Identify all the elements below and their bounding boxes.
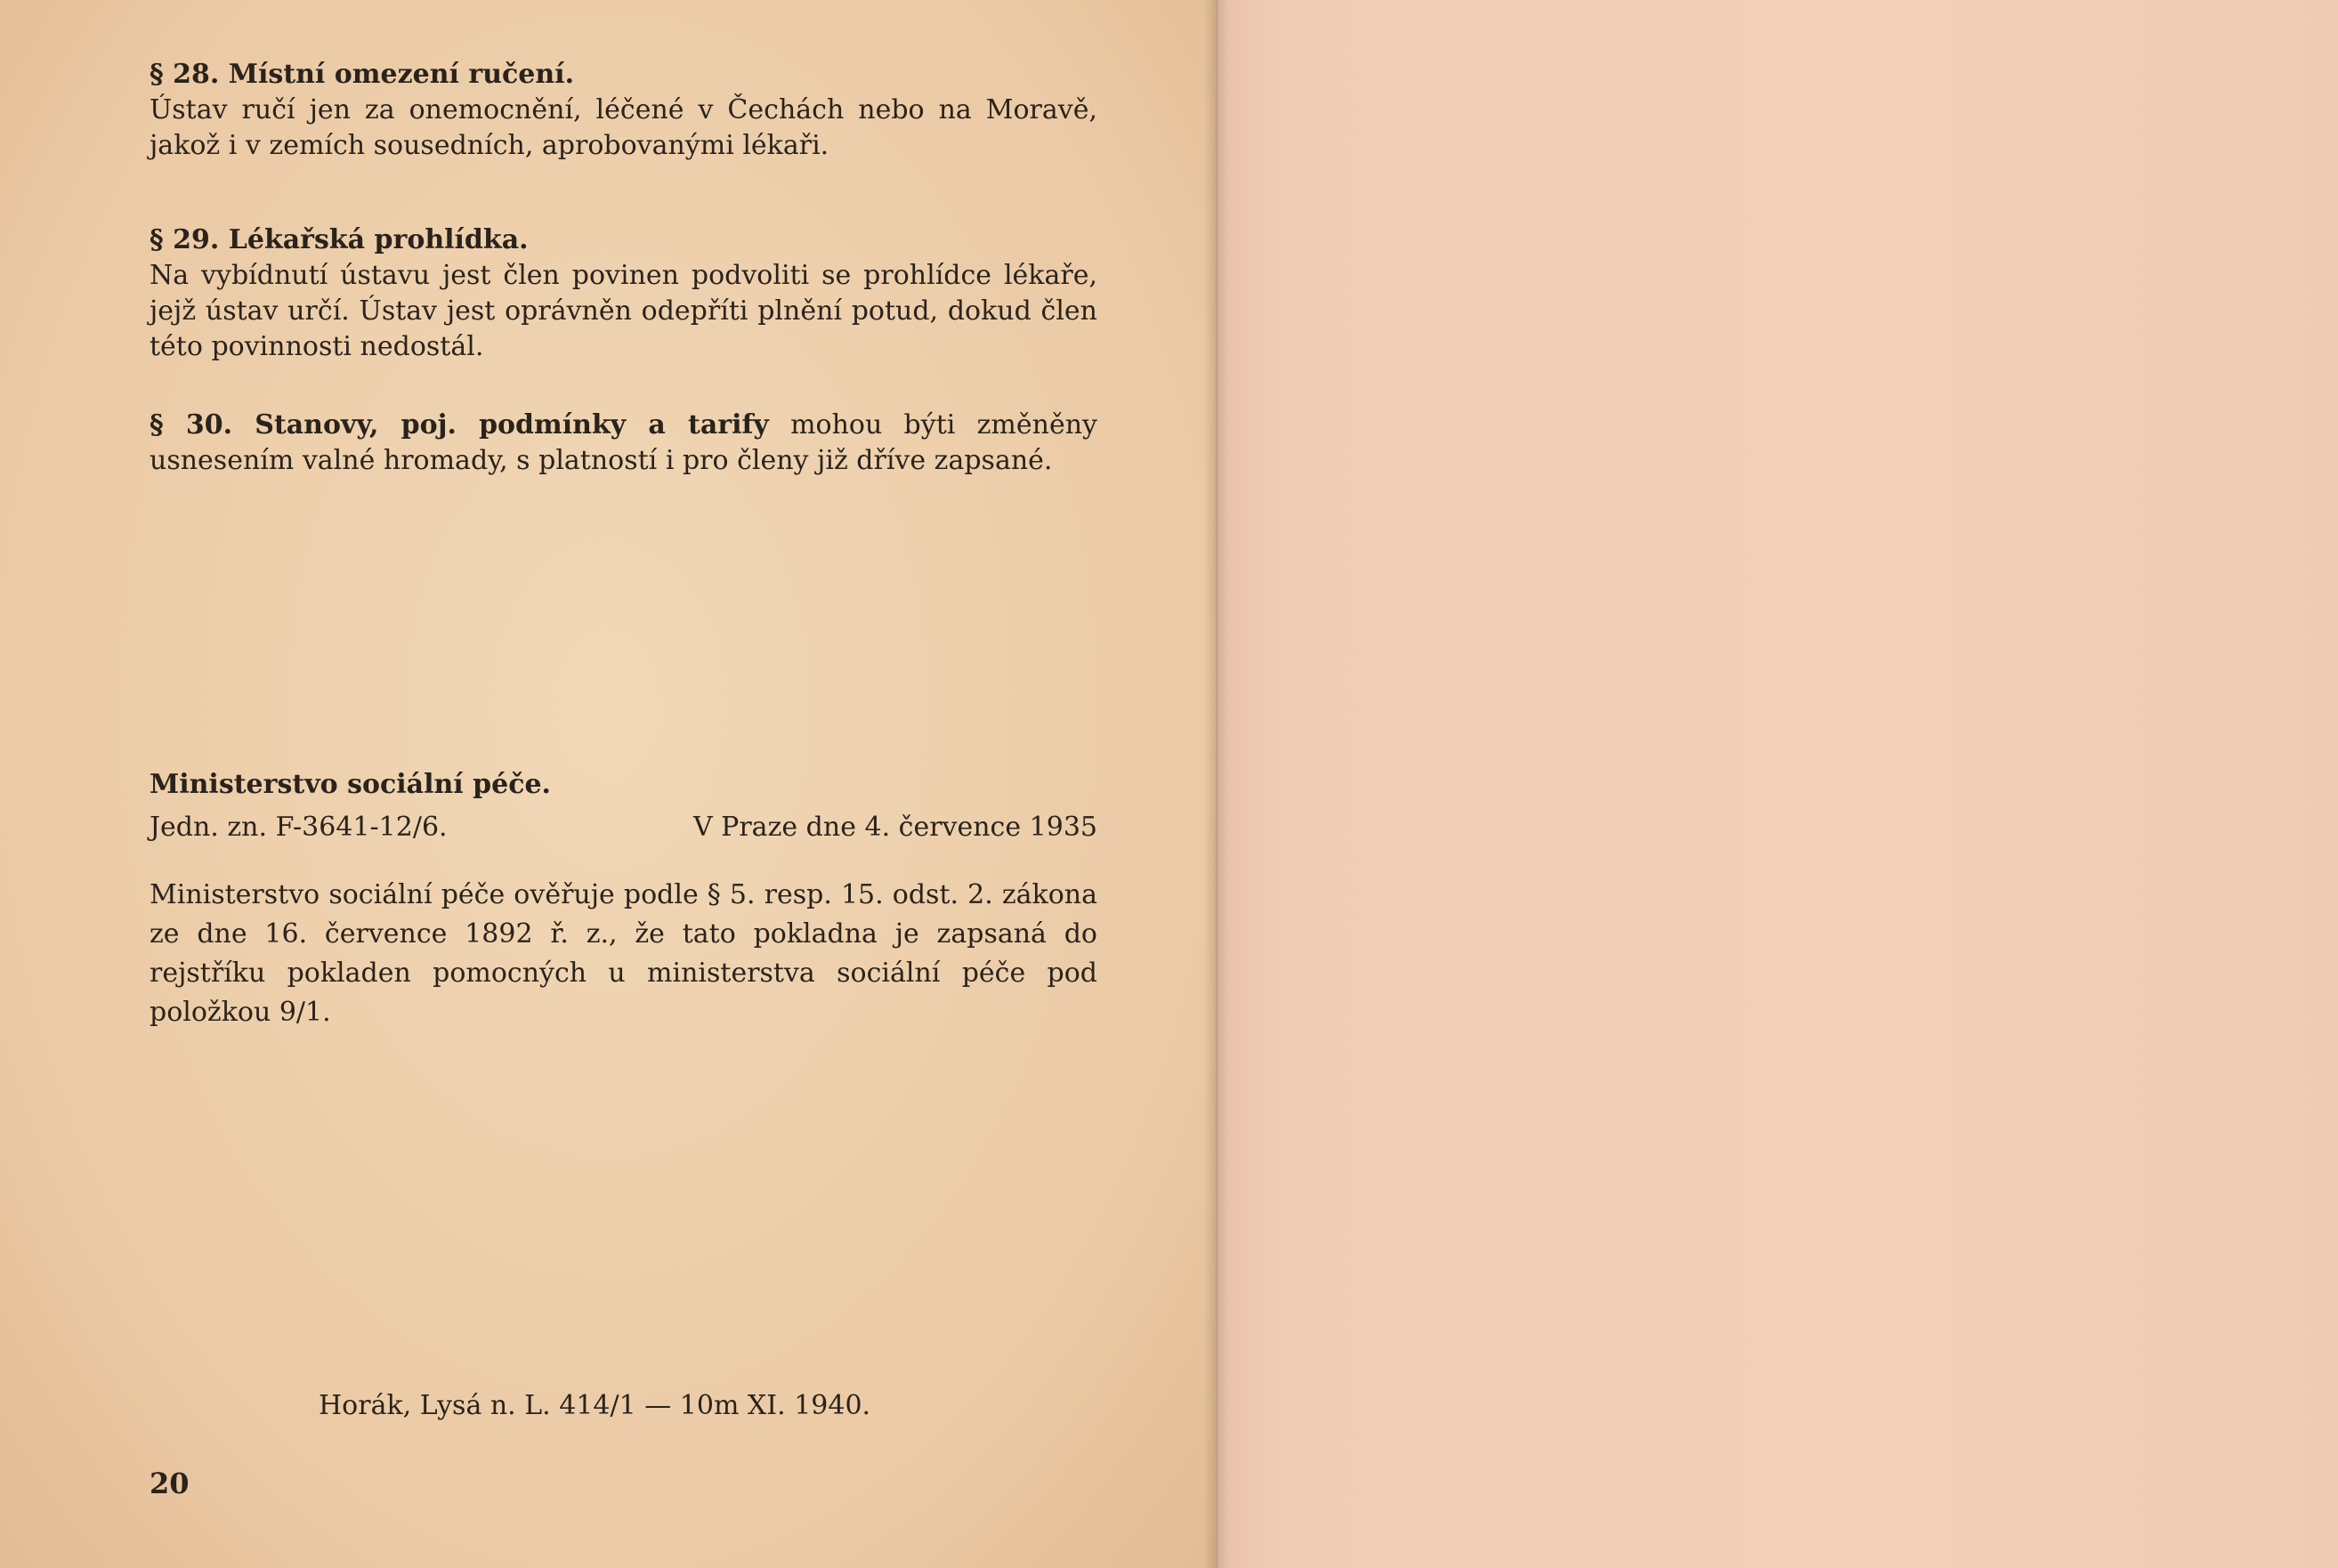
section-30-heading: § 30. Stanovy, poj. podmínky a tarify (150, 409, 769, 440)
ministry-place-date: V Praze dne 4. července 1935 (692, 812, 1097, 843)
ministry-reference: Jedn. zn. F-3641-12/6. (150, 812, 448, 843)
section-28-text: Ústav ručí jen za onemocnění, léčené v Čechách nebo na Moravě, jakož i v zemích sousedních, aprobovanými lékaři. (150, 94, 1097, 161)
book-gutter (1203, 0, 1230, 1568)
section-28-heading: § 28. Místní omezení ručení. (150, 59, 575, 90)
printer-imprint: Horák, Lysá n. L. 414/1 — 10m XI. 1940. (319, 1390, 871, 1421)
section-29-text: Na vybídnutí ústavu jest člen povinen podvoliti se prohlídce lékaře, jejž ústav určí. Ústav jest oprávněn odepříti plnění potud, dokud člen této povinnosti nedostál. (150, 260, 1097, 362)
ministry-name: Ministerstvo sociální péče. (150, 769, 551, 800)
section-28 (150, 57, 1097, 164)
section-29-heading: § 29. Lékařská prohlídka. (150, 224, 529, 255)
right-page-blank (1219, 0, 2338, 1568)
section-29 (150, 222, 1097, 365)
ministry-statement: Ministerstvo sociální péče ověřuje podle § 5. resp. 15. odst. 2. zákona ze dne 16. července 1892 ř. z., že tato pokladna je zapsaná do rejstříku pokladen pomocných u ministerstva sociální péče pod položkou 9/1. (150, 879, 1097, 1028)
section-30 (150, 408, 1097, 479)
ministry-block (150, 767, 1097, 1032)
section-30-text: mohou býti změněny usnesením valné hromady, s platností i pro členy již dříve zapsané. (150, 409, 1097, 476)
page-number: 20 (150, 1467, 190, 1500)
ministry-reference-row (150, 810, 1097, 845)
